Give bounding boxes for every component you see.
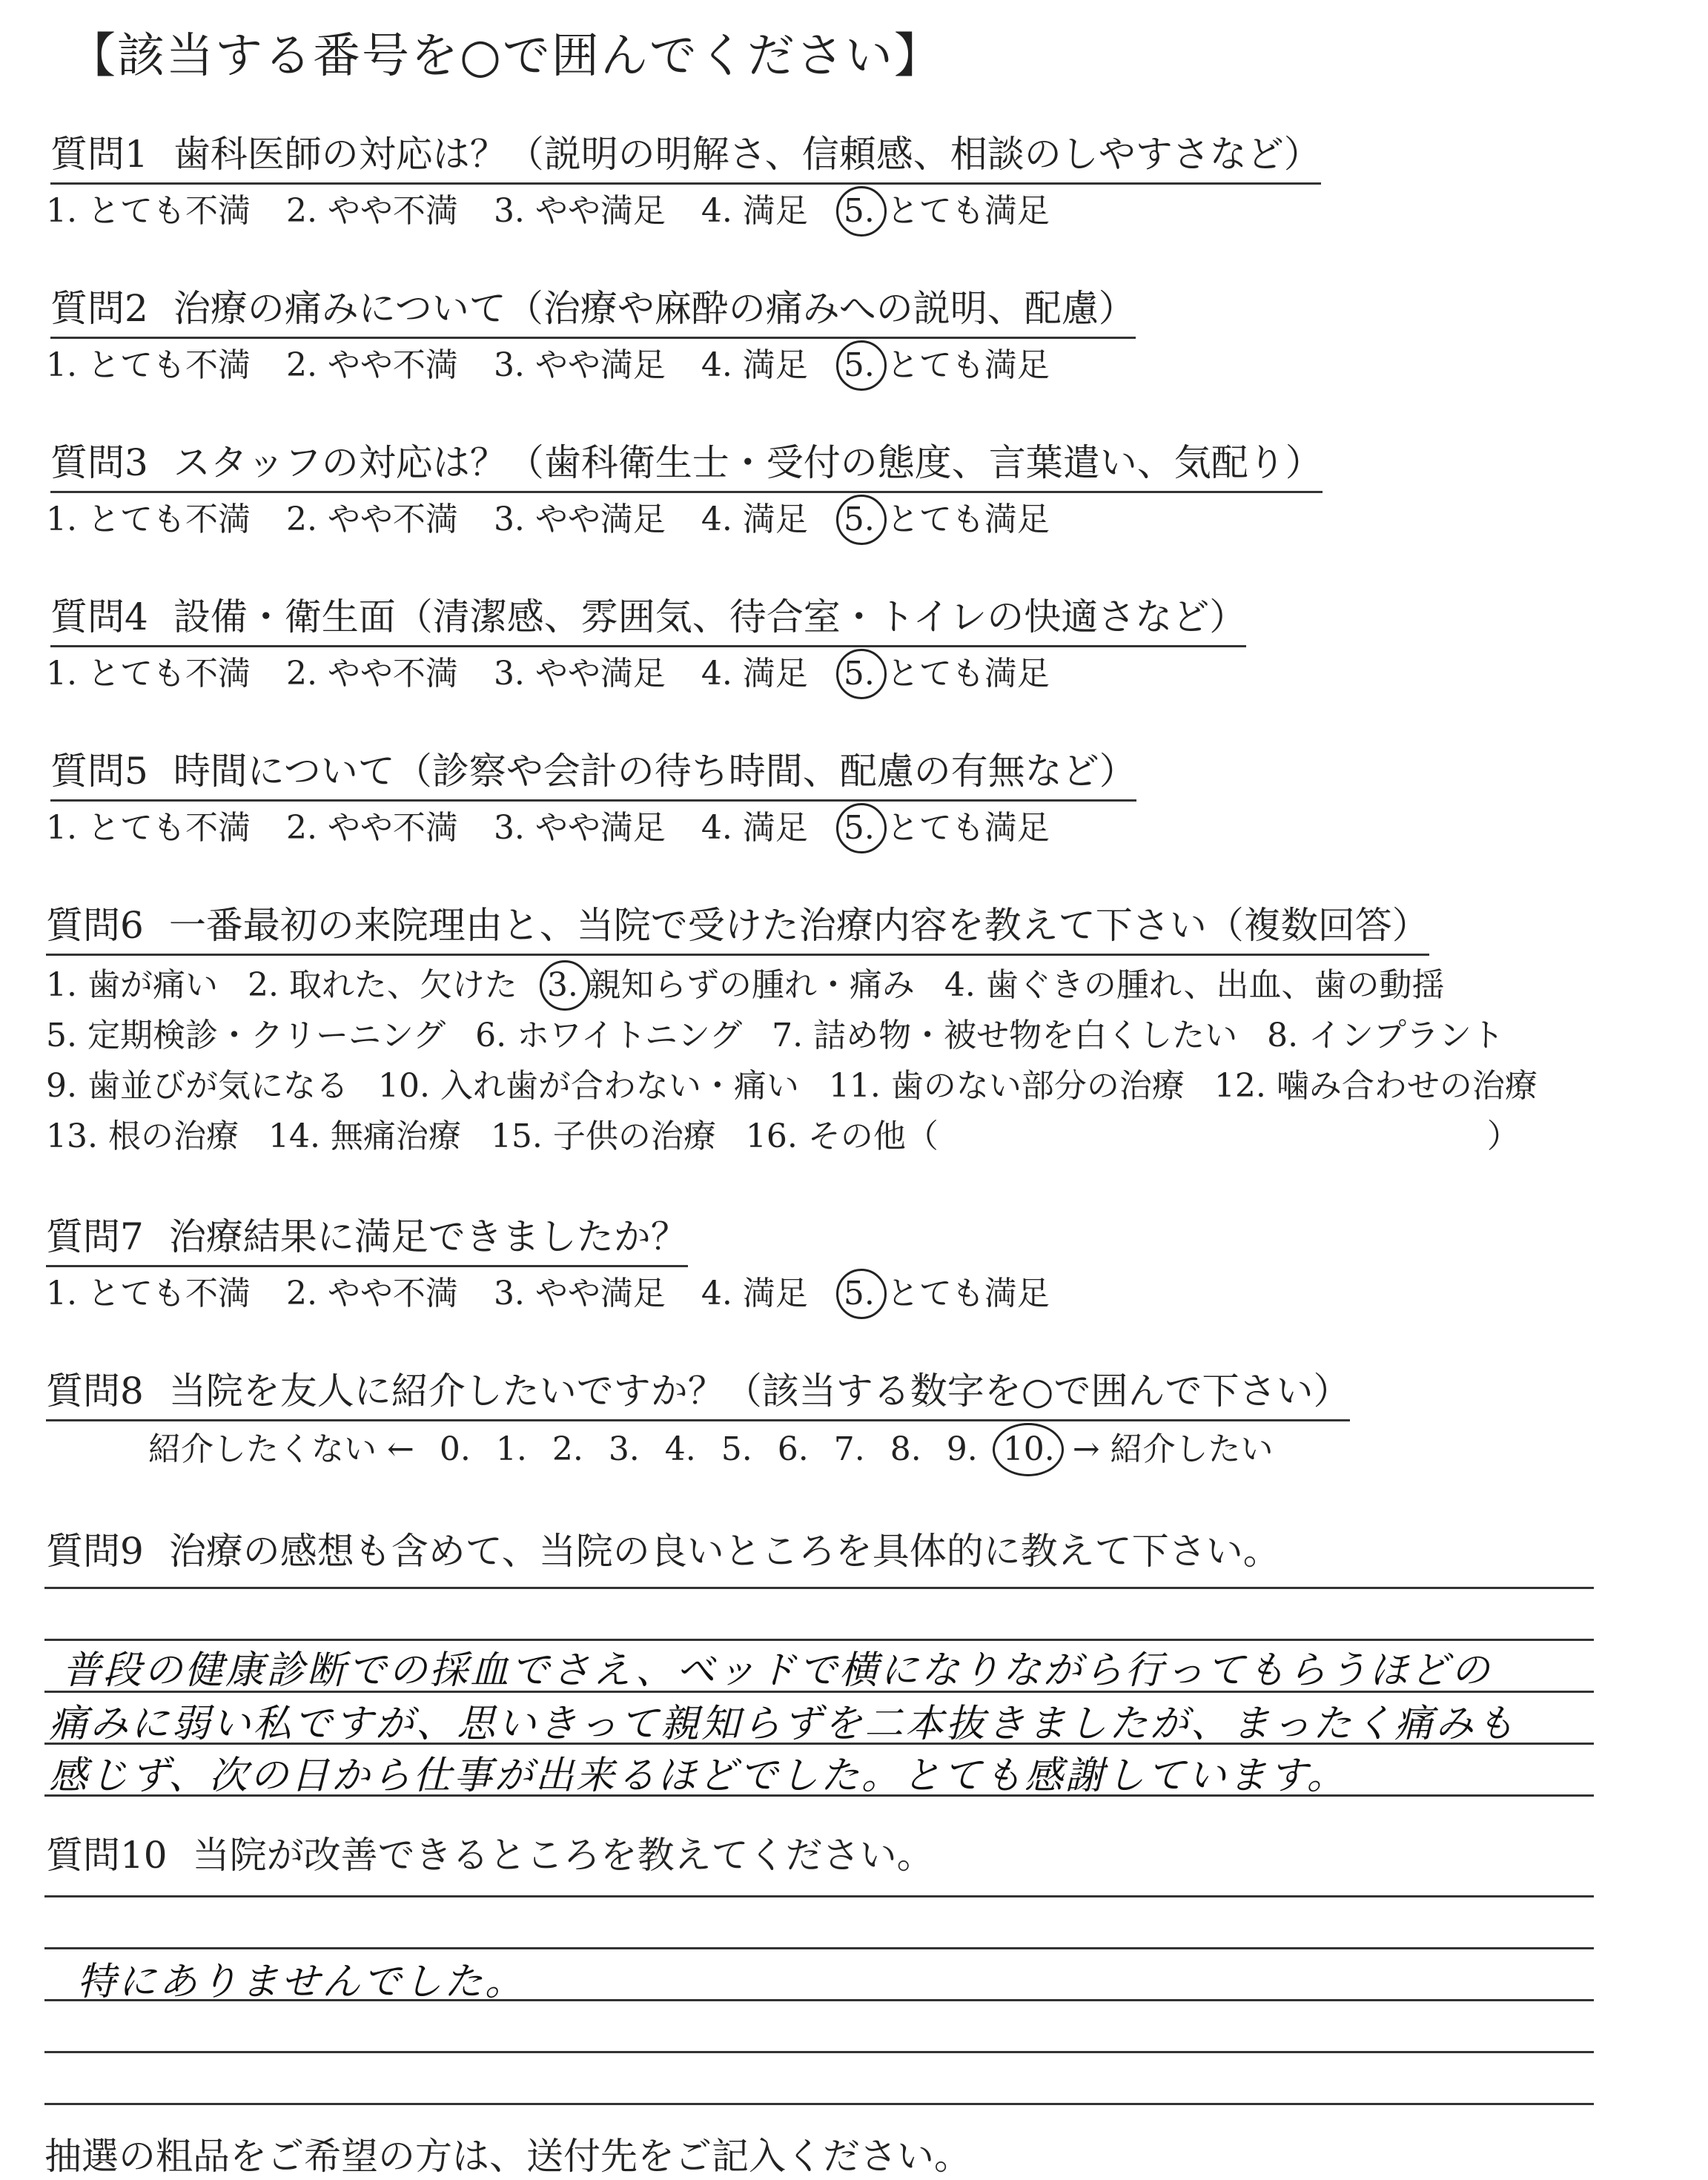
q6-option-11: 11. 歯のない部分の治療 xyxy=(828,1067,1185,1105)
option-5-selected[interactable]: 5. xyxy=(843,655,875,693)
q6-option-12: 12. 噛み合わせの治療 xyxy=(1214,1067,1537,1105)
question-text: 歯科医師の対応は？（説明の明解さ、信頼感、相談のしやすさなど） xyxy=(173,133,1321,176)
option-3: 3. やや満足 xyxy=(493,809,666,847)
option-1: 1. とても不満 xyxy=(46,1275,251,1312)
question-5 xyxy=(50,741,1136,802)
question-8 xyxy=(46,1361,1350,1421)
question-text: スタッフの対応は？（歯科衛生士・受付の態度、言葉遣い、気配り） xyxy=(173,441,1323,484)
option-1: 1. とても不満 xyxy=(46,655,251,693)
scale-10-selected[interactable]: 10. xyxy=(1002,1430,1055,1468)
recommend-scale xyxy=(148,1422,1299,1470)
question-1 xyxy=(50,125,1321,185)
question-number: 質問1 xyxy=(50,133,148,176)
scale-6: 6. xyxy=(777,1430,809,1468)
q6-option-16: 16. その他（ xyxy=(745,1117,939,1155)
option-4: 4. 満足 xyxy=(701,346,808,384)
q6-option-1: 1. 歯が痛い xyxy=(46,966,218,1004)
question-text: 一番最初の来院理由と、当院で受けた治療内容を教えて下さい（複数回答） xyxy=(168,904,1429,947)
question-text: 当院を友人に紹介したいですか？（該当する数字を○で囲んで下さい） xyxy=(168,1370,1351,1413)
option-5-selected[interactable]: 5. xyxy=(843,1275,875,1312)
question-text: 治療結果に満足できましたか？ xyxy=(168,1215,688,1258)
question-text: 当院が改善できるところを教えてください。 xyxy=(192,1834,934,1877)
question-number: 質問7 xyxy=(46,1215,144,1258)
option-1: 1. とても不満 xyxy=(46,346,251,384)
question-number: 質問10 xyxy=(46,1834,168,1877)
scale-4: 4. xyxy=(664,1430,696,1468)
question-7 xyxy=(46,1207,688,1267)
option-2: 2. やや不満 xyxy=(285,655,458,693)
question-number: 質問2 xyxy=(50,287,148,330)
question-number: 質問6 xyxy=(46,904,144,947)
option-5-label: とても満足 xyxy=(886,501,1050,538)
option-5-selected[interactable]: 5. xyxy=(843,346,875,384)
answer-line xyxy=(44,2103,1594,2105)
question-number: 質問9 xyxy=(46,1530,144,1573)
scale-3: 3. xyxy=(608,1430,640,1468)
option-5-label: とても満足 xyxy=(886,192,1050,230)
q6-option-3-label: 親知らずの腫れ・痛み xyxy=(588,966,915,1004)
handwritten-answer-line-3: 感じず、次の日から仕事が出来るほどでした。とても感謝しています。 xyxy=(49,1754,1348,1798)
question-text: 治療の感想も含めて、当院の良いところを具体的に教えて下さい。 xyxy=(168,1530,1280,1573)
option-5-label: とても満足 xyxy=(886,655,1050,693)
q6-option-4: 4. 歯ぐきの腫れ、出血、歯の動揺 xyxy=(944,966,1445,1004)
question-2 xyxy=(50,279,1136,339)
scale-9: 9. xyxy=(946,1430,978,1468)
question-text: 設備・衛生面（清潔感、雰囲気、待合室・トイレの快適さなど） xyxy=(173,595,1247,638)
q6-option-15: 15. 子供の治療 xyxy=(490,1117,716,1155)
option-5-selected[interactable]: 5. xyxy=(843,192,875,230)
scale-5: 5. xyxy=(721,1430,752,1468)
question-number: 質問8 xyxy=(46,1370,144,1413)
question-3 xyxy=(50,433,1323,493)
rating-options-q1 xyxy=(46,184,1085,231)
question-text: 時間について（診察や会計の待ち時間、配慮の有無など） xyxy=(173,750,1136,793)
option-1: 1. とても不満 xyxy=(46,192,251,230)
option-2: 2. やや不満 xyxy=(285,346,458,384)
option-5-label: とても満足 xyxy=(886,809,1050,847)
q6-option-10: 10. 入れ歯が合わない・痛い xyxy=(377,1067,799,1105)
form-title: 【該当する番号を○で囲んでください】 xyxy=(68,29,943,84)
option-1: 1. とても不満 xyxy=(46,501,251,538)
answer-line xyxy=(44,1895,1594,1897)
q6-options-row-1 xyxy=(46,958,1474,1005)
question-number: 質問5 xyxy=(50,750,148,793)
option-3: 3. やや満足 xyxy=(493,192,666,230)
option-4: 4. 満足 xyxy=(701,501,808,538)
option-4: 4. 満足 xyxy=(701,1275,808,1312)
q6-option-13: 13. 根の治療 xyxy=(46,1117,239,1155)
q6-option-7: 7. 詰め物・被せ物を白くしたい xyxy=(772,1017,1238,1054)
option-3: 3. やや満足 xyxy=(493,1275,666,1312)
q6-option-8: 8. インプラント xyxy=(1267,1017,1505,1054)
q6-option-2: 2. 取れた、欠けた xyxy=(247,966,517,1004)
q6-options-row-3 xyxy=(46,1059,1567,1106)
option-2: 2. やや不満 xyxy=(285,501,458,538)
option-3: 3. やや満足 xyxy=(493,655,666,693)
scale-right-label: → 紹介したい xyxy=(1072,1430,1274,1468)
scale-8: 8. xyxy=(890,1430,921,1468)
q6-option-3-selected[interactable]: 3. xyxy=(546,966,578,1004)
question-9 xyxy=(46,1522,1280,1575)
question-10 xyxy=(46,1826,934,1879)
q6-options-row-4 xyxy=(46,1109,1549,1157)
question-number: 質問3 xyxy=(50,441,148,484)
q6-options-row-2 xyxy=(46,1008,1534,1056)
answer-line xyxy=(44,1947,1594,1949)
scale-2: 2. xyxy=(552,1430,583,1468)
handwritten-answer-line-2: 痛みに弱い私ですが、思いきって親知らずを二本抜きましたが、まったく痛みも xyxy=(49,1702,1517,1746)
handwritten-answer-q10: 特にありませんでした。 xyxy=(77,1960,526,2004)
rating-options-q4 xyxy=(46,647,1085,694)
option-2: 2. やや不満 xyxy=(285,1275,458,1312)
option-4: 4. 満足 xyxy=(701,192,808,230)
option-1: 1. とても不満 xyxy=(46,809,251,847)
footer-note: 抽選の粗品をご希望の方は、送付先をご記入ください。 xyxy=(44,2135,971,2178)
question-4 xyxy=(50,587,1246,647)
rating-options-q7 xyxy=(46,1266,1085,1314)
option-3: 3. やや満足 xyxy=(493,501,666,538)
question-number: 質問4 xyxy=(50,595,148,638)
q6-option-5: 5. 定期検診・クリーニング xyxy=(46,1017,446,1054)
scale-1: 1. xyxy=(495,1430,527,1468)
answer-line xyxy=(44,1587,1594,1589)
question-text: 治療の痛みについて（治療や麻酔の痛みへの説明、配慮） xyxy=(173,287,1136,330)
option-4: 4. 満足 xyxy=(701,809,808,847)
rating-options-q5 xyxy=(46,801,1085,848)
option-5-selected[interactable]: 5. xyxy=(843,809,875,847)
option-2: 2. やや不満 xyxy=(285,809,458,847)
option-5-label: とても満足 xyxy=(886,346,1050,384)
scale-left-label: 紹介したくない ← xyxy=(148,1430,414,1468)
handwritten-answer-line-1: 普段の健康診断での採血でさえ、ベッドで横になりながら行ってもらうほどの xyxy=(62,1648,1492,1693)
option-5-selected[interactable]: 5. xyxy=(843,501,875,538)
question-6 xyxy=(46,896,1429,956)
option-3: 3. やや満足 xyxy=(493,346,666,384)
q6-option-6: 6. ホワイトニング xyxy=(475,1017,743,1054)
q6-other-close: ） xyxy=(1486,1117,1520,1155)
q6-option-9: 9. 歯並びが気になる xyxy=(46,1067,348,1105)
answer-line xyxy=(44,2051,1594,2053)
rating-options-q2 xyxy=(46,338,1085,386)
option-4: 4. 満足 xyxy=(701,655,808,693)
option-5-label: とても満足 xyxy=(886,1275,1050,1312)
rating-options-q3 xyxy=(46,492,1085,540)
scale-7: 7. xyxy=(833,1430,865,1468)
q6-option-14: 14. 無痛治療 xyxy=(268,1117,461,1155)
option-2: 2. やや不満 xyxy=(285,192,458,230)
scale-0: 0. xyxy=(439,1430,471,1468)
